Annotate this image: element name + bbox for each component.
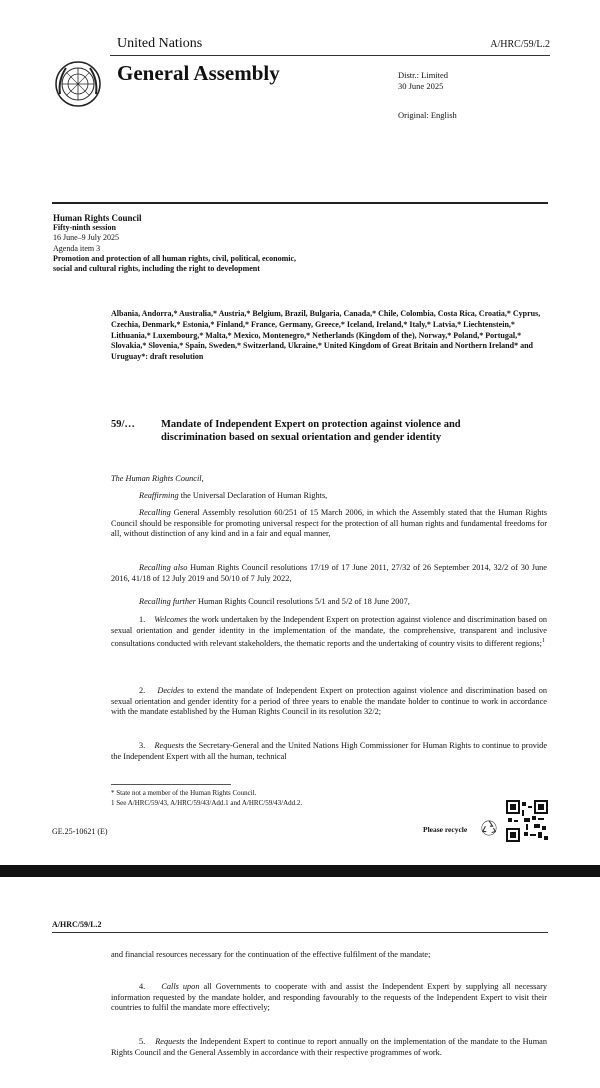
operative-1: [111, 615, 547, 650]
resolution-title: Mandate of Independent Expert on protection against violence and discrimination based on sexual orientation and gender identity: [161, 419, 461, 443]
resolution-number: 59/…: [111, 419, 135, 430]
recycle-label: Please recycle: [423, 825, 468, 834]
operative-4-lead: Calls upon: [161, 982, 200, 991]
footnote-star: * State not a member of the Human Rights Council.: [111, 789, 257, 797]
sponsors: Albania, Andorra,* Australia,* Austria,* Belgium, Brazil, Bulgaria, Canada,* Chile, Colombia, Costa Rica, Croatia,* Cyprus, Czechia, Denmark,* Estonia,* Finland,* France, Germany, Greece,* Iceland, Ireland,* Italy,* Latvia,* Liechtenstein,* Lithuania,* Luxembourg,* Malta,* Mexico, Montenegro,* Netherlands (Kingdom of the), Norway,* Poland,* Portugal,* Slovakia,* Slovenia,* Spain, Sweden,* Switzerland, Ukraine,* United Kingdom of Great Britain and Northern Ireland* and Uruguay*: draft resolution: [111, 309, 541, 362]
operative-4-number: 4.: [139, 982, 146, 991]
footnote-ref: 1: [541, 638, 545, 645]
operative-3: [111, 741, 547, 762]
page2-continuation: and financial resources necessary for the continuation of the effective fulfilment of the mandate;: [111, 950, 431, 959]
preamble-3-text: Human Rights Council resolutions 17/19 of 17 June 2011, 27/32 of 26 September 2014, 32/2 of 30 June 2016, 41/18 of 12 July 2019 and 50/10 of 7 July 2022,: [111, 563, 547, 583]
masthead-rule: [52, 202, 548, 204]
operative-4: [111, 982, 547, 1014]
footnote-rule: [111, 784, 231, 785]
preamble-3: [111, 563, 547, 584]
header-rule: [110, 55, 550, 56]
operative-5-text: the Independent Expert to continue to report annually on the implementation of the mandate to the Human Rights Council and the General Assembly in accordance with their respective programmes of work.: [111, 1037, 547, 1057]
operative-1-text: the work undertaken by the Independent Expert on protection against violence and discrimination based on sexual orientation and gender identity in the implementation of the mandate, the comprehensive, transparent and inclusive consultations conducted with relevant stakeholders, the thematic reports and the undertaking of country visits to different regions;: [111, 615, 547, 648]
preamble-4-text: Human Rights Council resolutions 5/1 and 5/2 of 18 June 2007,: [195, 597, 410, 606]
footnote-1: 1 See A/HRC/59/43, A/HRC/59/43/Add.1 and A/HRC/59/43/Add.2.: [111, 799, 303, 807]
preamble-1-text: the Universal Declaration of Human Rights,: [178, 491, 328, 500]
operative-5: [111, 1037, 547, 1058]
operative-5-lead: Requests: [155, 1037, 185, 1046]
operative-1-lead: Welcomes: [154, 615, 188, 624]
preamble-1-lead: Reaffirming: [139, 491, 179, 500]
agenda-item: Agenda item 3: [53, 243, 101, 253]
page2-symbol: A/HRC/59/L.2: [52, 920, 102, 929]
operative-4-text: all Governments to cooperate with and assist the Independent Expert by supplying all necessary information requested by the mandate holder, and responding favourably to the requests of the Independent Expert to visit their countries to fulfil the mandate more effectively;: [111, 982, 547, 1013]
distribution: Distr.: Limited: [398, 70, 449, 80]
operative-2: [111, 686, 547, 718]
original-language: Original: English: [398, 110, 457, 120]
agenda-title: Promotion and protection of all human rights, civil, political, economic, social and cultural rights, including the right to development: [53, 253, 297, 274]
preamble-3-lead: Recalling also: [139, 563, 188, 572]
preamble-2-text: General Assembly resolution 60/251 of 15 March 2006, in which the Assembly stated that the Human Rights Council should be responsible for promoting universal respect for the protection of all human rights and fundamental freedoms for all, without distinction of any kind and in a fair and equal manner,: [111, 508, 547, 539]
preamble-4-lead: Recalling further: [139, 597, 196, 606]
preamble-0: [111, 474, 547, 485]
page2-header-rule: [52, 932, 548, 933]
org-name: United Nations: [117, 36, 203, 51]
operative-1-number: 1.: [139, 615, 146, 624]
un-emblem-icon: [54, 60, 102, 108]
document-number: GE.25-10621 (E): [52, 827, 108, 836]
preamble-0-text: The Human Rights Council,: [111, 474, 204, 483]
general-assembly-title: General Assembly: [117, 61, 280, 85]
preamble-2: [111, 508, 547, 540]
document-symbol: A/HRC/59/L.2: [490, 39, 550, 50]
recycle-icon: [480, 819, 498, 837]
preamble-1: [111, 491, 547, 502]
operative-2-text: to extend the mandate of Independent Expert on protection against violence and discrimination based on sexual orientation and gender identity for a period of three years to enable the mandate holder to continue to work in accordance with the mandate established by the Human Rights Council in its resolution 32/2;: [111, 686, 548, 717]
document-date: 30 June 2025: [398, 81, 444, 91]
operative-3-lead: Requests: [154, 741, 184, 750]
preamble-4: [111, 597, 547, 608]
session-dates: 16 June–9 July 2025: [53, 233, 119, 243]
operative-3-text: the Secretary-General and the United Nations High Commissioner for Human Rights to continue to provide the Independent Expert with all the human, technical: [111, 741, 548, 761]
operative-2-number: 2.: [139, 686, 146, 695]
session: Fifty-ninth session: [53, 223, 116, 233]
qr-code-icon: [506, 800, 548, 842]
page-separator: [0, 865, 600, 877]
preamble-2-lead: Recalling: [139, 508, 171, 517]
operative-3-number: 3.: [139, 741, 146, 750]
council-block: [53, 213, 313, 274]
operative-5-number: 5.: [139, 1037, 146, 1046]
council-name: Human Rights Council: [53, 213, 142, 223]
operative-2-lead: Decides: [157, 686, 185, 695]
